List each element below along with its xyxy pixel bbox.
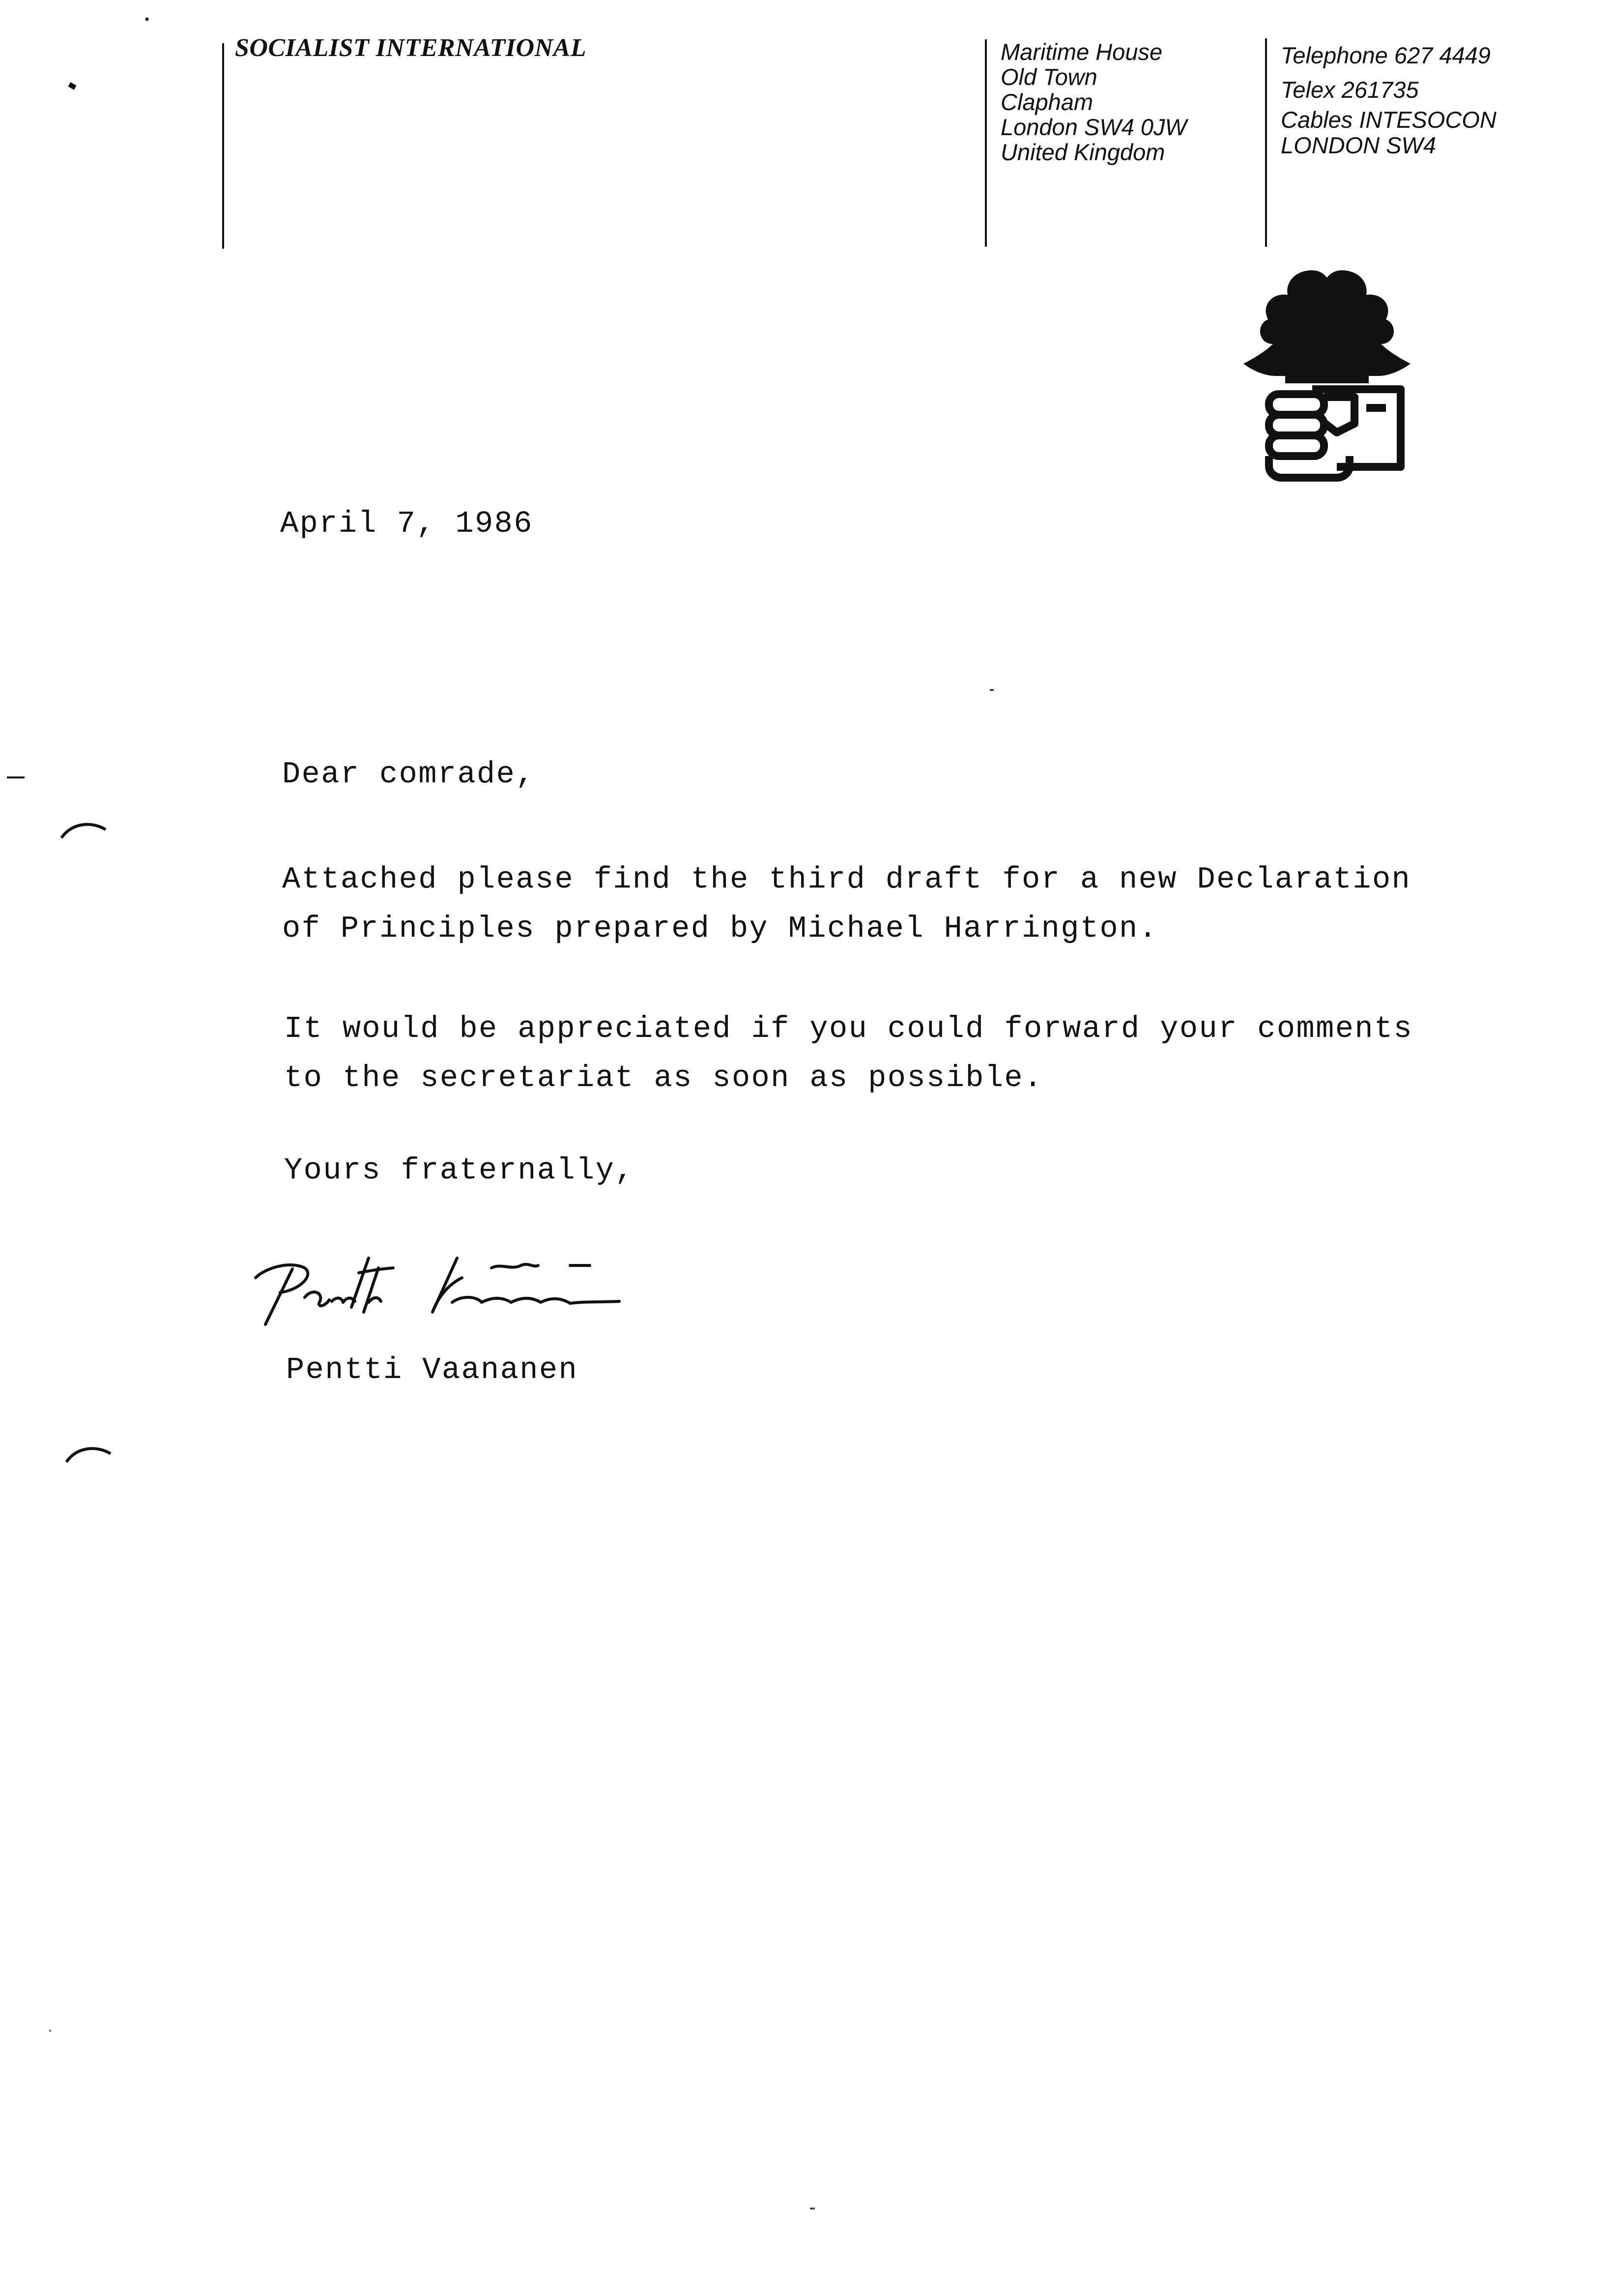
address-block	[1001, 39, 1187, 165]
letterhead-rule-right	[1265, 38, 1267, 247]
telephone-line: Telephone 627 4449	[1281, 42, 1491, 68]
address-line: London SW4 0JW	[1001, 114, 1187, 140]
rose-icon	[1243, 270, 1410, 383]
speck-mark	[810, 2208, 815, 2210]
cables-city-line: LONDON SW4	[1281, 132, 1436, 158]
address-line: Clapham	[1001, 89, 1094, 115]
telex-line: Telex 261735	[1281, 77, 1419, 103]
fist-icon	[1269, 389, 1401, 478]
cables-line: Cables INTESOCON	[1281, 107, 1497, 133]
hole-punch-mark	[59, 816, 108, 845]
speck-mark	[68, 82, 76, 90]
address-line: United Kingdom	[1001, 139, 1165, 165]
paragraph-line: to the secretariat as soon as possible.	[284, 1061, 1043, 1095]
speck-mark	[145, 18, 148, 21]
speck-mark	[990, 689, 994, 691]
letterhead-rule-middle	[985, 39, 987, 247]
speck-mark	[49, 2030, 51, 2032]
letter-date: April 7, 1986	[280, 506, 533, 541]
organization-name: SOCIALIST INTERNATIONAL	[235, 34, 587, 62]
paragraph-line: It would be appreciated if you could forward your comments	[284, 1011, 1413, 1046]
letterhead-rule-left	[222, 43, 224, 249]
paragraph-2	[284, 1004, 1413, 1103]
hole-punch-mark	[64, 1440, 113, 1469]
fist-and-rose-icon	[1238, 265, 1415, 491]
address-line: Old Town	[1001, 64, 1097, 90]
paragraph-1	[282, 855, 1411, 953]
handwritten-signature	[246, 1238, 727, 1337]
fold-mark	[7, 776, 25, 778]
paragraph-line: Attached please find the third draft for a new Declaration	[282, 862, 1411, 897]
contact-block	[1281, 38, 1497, 158]
closing: Yours fraternally,	[284, 1153, 634, 1188]
signer-name: Pentti Vaananen	[286, 1352, 578, 1387]
address-line: Maritime House	[1001, 39, 1163, 65]
salutation: Dear comrade,	[282, 757, 535, 792]
paragraph-line: of Principles prepared by Michael Harrington.	[282, 911, 1158, 946]
